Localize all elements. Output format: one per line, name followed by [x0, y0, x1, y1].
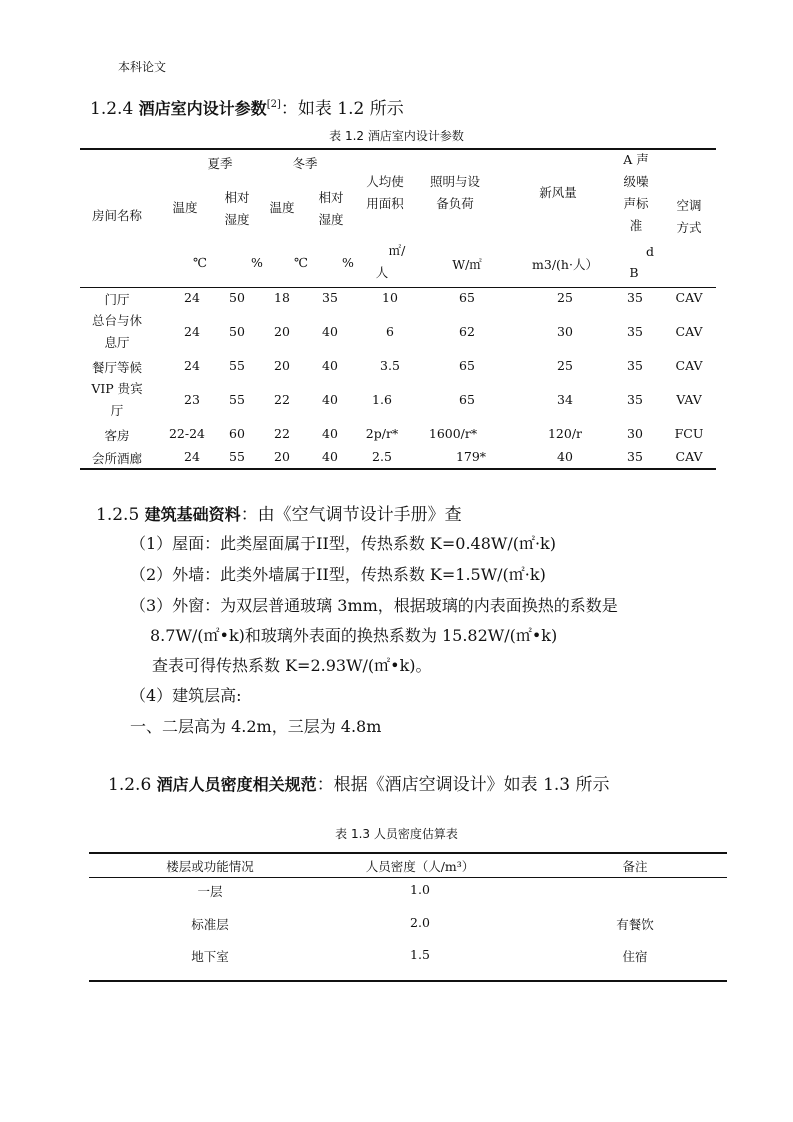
paragraph-line: （1）屋面：此类屋面属于II型，传热系数 K=0.48W/(㎡·k) [130, 534, 556, 553]
cell: 65 [459, 392, 475, 407]
cell: 6 [386, 324, 394, 339]
table-header-rule [89, 877, 727, 878]
header-noise-3: 声标 [623, 196, 649, 211]
cell: 50 [229, 290, 245, 305]
cell: 120/r [547, 426, 583, 441]
cell: 20 [274, 358, 290, 373]
cell: 22-24 [168, 426, 206, 441]
cell: CAV [675, 449, 703, 464]
row-name: 总台与休 [91, 313, 142, 328]
header-noise-2: 级噪 [623, 174, 649, 189]
cell: 35 [627, 449, 643, 464]
cell: 35 [627, 324, 643, 339]
unit-area-a: ㎡/ [388, 243, 406, 258]
header-notes: 备注 [622, 859, 648, 874]
table-top-rule [89, 852, 727, 854]
cell: 55 [229, 358, 245, 373]
cell: 40 [322, 324, 338, 339]
cell: 55 [229, 449, 245, 464]
cell: 35 [627, 392, 643, 407]
reference-marker: [2] [266, 99, 281, 110]
cell: VAV [676, 392, 702, 407]
cell: 24 [184, 358, 200, 373]
header-noise-1: A 声 [623, 152, 649, 167]
row-name: VIP 贵宾 [91, 381, 143, 396]
cell: 30 [627, 426, 643, 441]
section-text: ：根据《酒店空调设计》如表 1.3 所示 [316, 775, 610, 795]
table-1-3-caption: 表 1.3 人员密度估算表 [335, 827, 458, 841]
table-1-2-caption: 表 1.2 酒店室内设计参数 [329, 129, 464, 143]
cell: 1.0 [410, 882, 430, 897]
paragraph-line: （4）建筑层高: [130, 686, 242, 705]
header-winter-temp: 温度 [269, 200, 295, 215]
cell: FCU [674, 426, 704, 441]
unit-summer-rh: % [251, 255, 263, 270]
cell: 35 [627, 290, 643, 305]
section-title: 建筑基础资料 [144, 505, 241, 524]
header-lighting-b: 备负荷 [436, 196, 474, 211]
cell: 25 [557, 290, 573, 305]
cell: 2.5 [372, 449, 392, 464]
cell: 65 [459, 358, 475, 373]
unit-fresh-air: m3/(h·人） [532, 257, 598, 272]
unit-area-b: 人 [375, 265, 389, 280]
cell: 一层 [197, 884, 223, 899]
cell: 3.5 [380, 358, 400, 373]
paragraph-line: 8.7W/(㎡•k)和玻璃外表面的换热系数为 15.82W/(㎡•k) [150, 626, 558, 645]
header-summer-temp: 温度 [172, 200, 198, 215]
cell: CAV [675, 324, 703, 339]
cell: 1600/r* [428, 426, 478, 441]
section-number: 1.2.4 [90, 99, 139, 119]
unit-winter-rh: % [342, 255, 354, 270]
unit-summer-temp: ℃ [193, 255, 207, 270]
header-winter-rh-b: 湿度 [318, 212, 344, 227]
table-bottom-rule [80, 468, 716, 470]
cell: 20 [274, 449, 290, 464]
unit-db-b: B [629, 265, 639, 280]
row-name-cont: 息厅 [104, 335, 130, 350]
row-name: 客房 [104, 428, 130, 443]
cell: 住宿 [622, 949, 648, 964]
cell: 24 [184, 324, 200, 339]
header-per-area-b: 用面积 [366, 196, 404, 211]
cell: 40 [322, 392, 338, 407]
header-summer-rh-a: 相对 [224, 190, 250, 205]
cell: 地下室 [191, 949, 229, 964]
header-winter: 冬季 [292, 156, 318, 171]
section-title: 酒店人员密度相关规范 [156, 775, 317, 794]
cell: 55 [229, 392, 245, 407]
cell: 23 [184, 392, 200, 407]
section-text: ：由《空气调节设计手册》查 [240, 505, 462, 525]
cell: 10 [382, 290, 398, 305]
cell: 1.5 [410, 947, 430, 962]
header-lighting-a: 照明与设 [429, 174, 480, 189]
cell: 40 [322, 358, 338, 373]
cell: 40 [322, 426, 338, 441]
header-room-name: 房间名称 [91, 208, 142, 223]
cell: 18 [274, 290, 290, 305]
cell: 65 [459, 290, 475, 305]
header-fresh-air: 新风量 [539, 185, 577, 200]
header-ac-b: 方式 [676, 220, 702, 235]
section-number: 1.2.6 [108, 775, 157, 795]
cell: CAV [675, 358, 703, 373]
paragraph-line: 查表可得传热系数 K=2.93W/(㎡•k)。 [152, 656, 432, 675]
cell: 1.6 [372, 392, 392, 407]
cell: 22 [274, 392, 290, 407]
cell: 2.0 [410, 915, 430, 930]
header-floor: 楼层或功能情况 [166, 859, 254, 874]
cell: 2p/r* [365, 426, 399, 441]
cell: 标准层 [191, 917, 229, 932]
cell: 25 [557, 358, 573, 373]
header-density: 人员密度（人/m³） [365, 859, 475, 874]
section-title: 酒店室内设计参数 [138, 99, 267, 118]
row-name: 餐厅等候 [91, 360, 142, 375]
cell: 179* [455, 449, 487, 464]
row-name: 门厅 [104, 292, 130, 307]
cell: 有餐饮 [616, 917, 654, 932]
cell: 40 [322, 449, 338, 464]
header-summer-rh-b: 湿度 [224, 212, 250, 227]
table-bottom-rule [89, 980, 727, 982]
unit-lighting: W/㎡ [452, 257, 482, 272]
table-header-rule [80, 287, 716, 288]
cell: 50 [229, 324, 245, 339]
header-noise-4: 准 [629, 218, 643, 233]
cell: 22 [274, 426, 290, 441]
cell: 35 [627, 358, 643, 373]
header-ac-a: 空调 [676, 198, 702, 213]
cell: 60 [229, 426, 245, 441]
row-name: 会所酒廊 [91, 451, 142, 466]
section-number: 1.2.5 [96, 505, 145, 525]
section-1-2-6-heading [108, 770, 610, 795]
header-per-area-a: 人均使 [366, 174, 404, 189]
section-1-2-4-heading [90, 94, 404, 119]
cell: 20 [274, 324, 290, 339]
cell: 30 [557, 324, 573, 339]
cell: 24 [184, 449, 200, 464]
cell: 62 [459, 324, 475, 339]
unit-db-a: d [645, 244, 654, 259]
cell: CAV [675, 290, 703, 305]
header-summer: 夏季 [207, 156, 233, 171]
header-winter-rh-a: 相对 [318, 190, 344, 205]
paragraph-line: 一、二层高为 4.2m，三层为 4.8m [130, 717, 382, 736]
section-1-2-5-heading [96, 500, 462, 525]
cell: 24 [184, 290, 200, 305]
cell: 34 [557, 392, 573, 407]
section-text: ：如表 1.2 所示 [280, 99, 404, 119]
cell: 35 [322, 290, 338, 305]
page-header: 本科论文 [118, 60, 167, 74]
row-name-cont: 厅 [110, 403, 124, 418]
unit-winter-temp: ℃ [294, 255, 308, 270]
cell: 40 [557, 449, 573, 464]
paragraph-line: （2）外墙：此类外墙属于II型，传热系数 K=1.5W/(㎡·k) [130, 565, 546, 584]
paragraph-line: （3）外窗：为双层普通玻璃 3mm，根据玻璃的内表面换热的系数是 [130, 596, 618, 615]
